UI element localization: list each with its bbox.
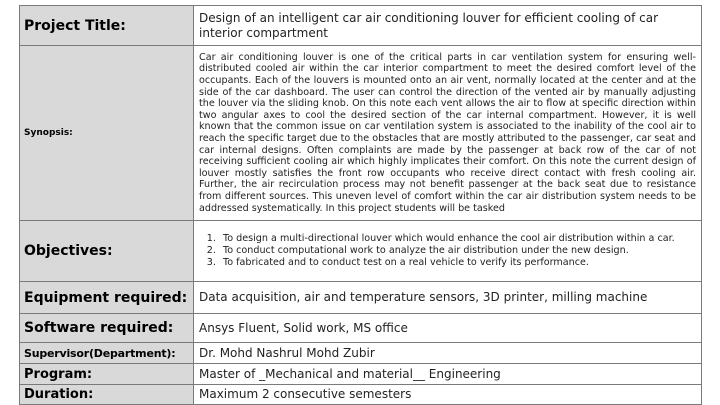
supervisor-label: Supervisor(Department): [20, 343, 194, 364]
synopsis-label: Synopsis: [20, 46, 194, 221]
row-duration [20, 385, 702, 405]
row-synopsis [20, 46, 702, 221]
equipment-value: Data acquisition, air and temperature sensors, 3D printer, milling machine [194, 282, 702, 314]
synopsis-value: Car air conditioning louver is one of the critical parts in car ventilation system for ensuring well-distributed cooled air within the car interior compartment to meet the desired comfort level of the occupants. Each of the louvers is mounted onto an air vent, normally located at the center and at the side of the car dashboard. The user can control the direction of the vented air by manually adjusting the louver via the sliding knob. On this note each vent allows the air to flow at specific direction within two angular axes to cool the desired section of the car internal compartment. However, it is well known that the common issue on car ventilation system is associated to the inability of the cool air to reach the specific target due to the obstacles that are mostly attributed to the passenger, car seat and car internal designs. Often complaints are made by the passenger at back row of the car of not receiving sufficient cooling air which highly implicates their comfort. On this note the current design of louver mostly satisfies the front row occupants who receive direct contact with fresh cooling air. Further, the air recirculation process may not benefit passenger at the back seat due to resistance from different sources. This uneven level of comfort within the car air distribution system needs to be addressed systematically. In this project students will be tasked [194, 46, 702, 221]
row-objectives [20, 221, 702, 282]
project-title-label: Project Title: [20, 6, 194, 46]
row-project-title [20, 6, 702, 46]
row-program [20, 364, 702, 385]
project-info-table [19, 5, 702, 405]
duration-value: Maximum 2 consecutive semesters [194, 385, 702, 405]
row-supervisor [20, 343, 702, 364]
objectives-value [194, 221, 702, 282]
equipment-label: Equipment required: [20, 282, 194, 314]
objective-item: 1. To design a multi-directional louver which would enhance the cool air distribution within a car. [219, 233, 696, 245]
program-value: Master of _Mechanical and material__ Engineering [194, 364, 702, 385]
objective-item: 3. To fabricated and to conduct test on a real vehicle to verify its performance. [219, 257, 696, 269]
duration-label: Duration: [20, 385, 194, 405]
row-software [20, 314, 702, 343]
objectives-list [199, 233, 696, 269]
objectives-label: Objectives: [20, 221, 194, 282]
project-title-value: Design of an intelligent car air conditioning louver for efficient cooling of car interior compartment [194, 6, 702, 46]
row-equipment [20, 282, 702, 314]
program-label: Program: [20, 364, 194, 385]
objective-item: 2. To conduct computational work to analyze the air distribution under the new design. [219, 245, 696, 257]
supervisor-value: Dr. Mohd Nashrul Mohd Zubir [194, 343, 702, 364]
software-label: Software required: [20, 314, 194, 343]
software-value: Ansys Fluent, Solid work, MS office [194, 314, 702, 343]
